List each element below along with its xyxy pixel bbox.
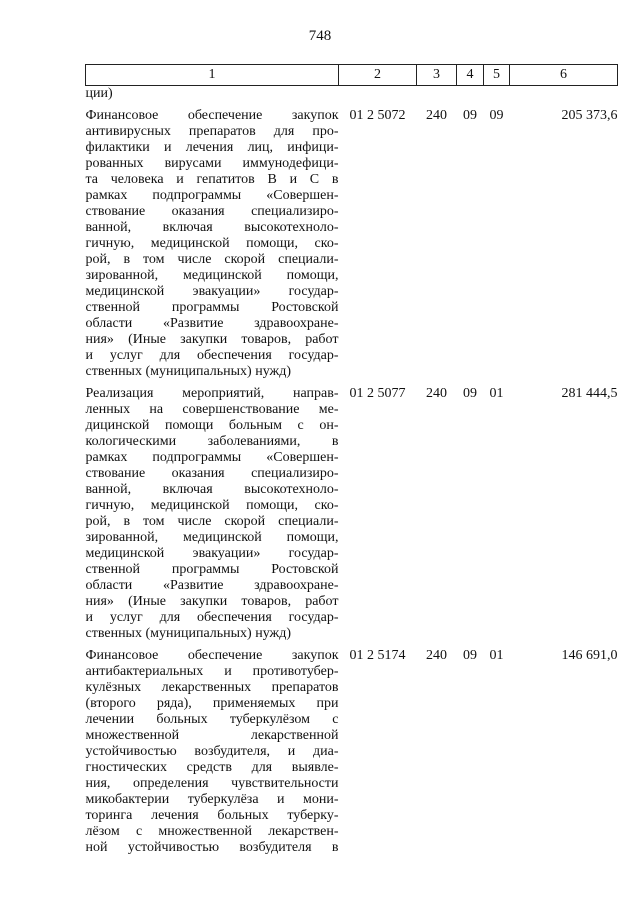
description-line: гностических средств для выявле- [85, 760, 339, 775]
description-line: рой, в том числе скорой специали- [85, 514, 339, 529]
description-line: ленных на совершенствование ме- [85, 402, 339, 417]
expense-type-code: 240 [426, 108, 447, 123]
description-line: и услуг для обеспечения государ- [85, 610, 339, 625]
amount-value: 281 444,5 [561, 386, 618, 401]
amount-value: 146 691,0 [561, 648, 618, 663]
description-line: ния» (Иные закупки товаров, работ [85, 332, 339, 347]
description-line: рой, в том числе скорой специали- [85, 252, 339, 267]
section-code [457, 86, 484, 103]
description-line: торинга лечения больных туберку- [85, 808, 339, 823]
budget-table [85, 64, 618, 856]
description-line: антибактериальных и противотубер- [85, 664, 339, 679]
description-line: области «Развитие здравоохране- [85, 578, 339, 593]
section-code: 09 [463, 108, 477, 123]
description-line: области «Развитие здравоохране- [85, 316, 339, 331]
column-header: 1 [86, 65, 339, 86]
expense-type-code: 240 [426, 386, 447, 401]
description-line: ции) [85, 86, 113, 101]
description-line: гичную, медицинской помощи, ско- [85, 498, 339, 513]
description-line: Финансовое обеспечение закупок [85, 648, 339, 663]
description-line: медицинской эвакуации» государ- [85, 546, 339, 561]
column-header: 2 [339, 65, 417, 86]
subsection-code [484, 86, 510, 103]
description-line: зированной, медицинской помощи, [85, 268, 339, 283]
description-line: кулёзных лекарственных препаратов [85, 680, 339, 695]
description-line: лечении больных туберкулёзом с [85, 712, 339, 727]
description-line: ственной программы Ростовской [85, 562, 339, 577]
description-line: (второго ряда), применяемых при [85, 696, 339, 711]
description-line: ственных (муниципальных) нужд) [85, 364, 291, 379]
description-line: лёзом с множественной лекарствен- [85, 824, 339, 839]
budget-code [339, 86, 417, 103]
description-line: ствование оказания специализиро- [85, 204, 339, 219]
description-line: гичную, медицинской помощи, ско- [85, 236, 339, 251]
row-description [86, 648, 339, 856]
description-line: и услуг для обеспечения государ- [85, 348, 339, 363]
description-line: ванной, включая высокотехноло- [85, 482, 339, 497]
description-line: ственной программы Ростовской [85, 300, 339, 315]
description-line: ной устойчивостью возбудителя в [85, 840, 339, 855]
description-line: микобактерии туберкулёза и мони- [85, 792, 339, 807]
budget-code: 01 2 5174 [349, 648, 406, 663]
description-line: Реализация мероприятий, направ- [85, 386, 339, 401]
row-description [86, 86, 339, 103]
amount-value [510, 86, 618, 103]
description-line: ствование оказания специализиро- [85, 466, 339, 481]
subsection-code: 09 [489, 108, 504, 123]
expense-type-code [417, 86, 457, 103]
description-line: зированной, медицинской помощи, [85, 530, 339, 545]
description-line: Финансовое обеспечение закупок [85, 108, 339, 123]
description-line: медицинской эвакуации» государ- [85, 284, 339, 299]
description-line: рованных вирусами иммунодефици- [85, 156, 339, 171]
amount-value: 205 373,6 [561, 108, 618, 123]
description-line: та человека и гепатитов В и С в [85, 172, 339, 187]
column-header: 6 [510, 65, 618, 86]
description-line: ственных (муниципальных) нужд) [85, 626, 291, 641]
table-row [86, 86, 618, 103]
description-line: кологическими заболеваниями, в [85, 434, 339, 449]
section-code: 09 [463, 648, 477, 663]
description-line: филактики и лечения лиц, инфици- [85, 140, 339, 155]
table-row [86, 386, 618, 642]
description-line: ванной, включая высокотехноло- [85, 220, 339, 235]
expense-type-code: 240 [426, 648, 447, 663]
table-header-row [86, 65, 618, 86]
column-header: 4 [457, 65, 484, 86]
column-header: 5 [484, 65, 510, 86]
table-row [86, 108, 618, 380]
subsection-code: 01 [489, 648, 504, 663]
subsection-code: 01 [489, 386, 504, 401]
budget-code: 01 2 5077 [349, 386, 406, 401]
description-line: рамках подпрограммы «Совершен- [85, 188, 339, 203]
section-code: 09 [463, 386, 477, 401]
description-line: множественной лекарственной [85, 728, 339, 743]
row-description [86, 386, 339, 642]
description-line: ния» (Иные закупки товаров, работ [85, 594, 339, 609]
row-description [86, 108, 339, 380]
budget-code: 01 2 5072 [349, 108, 406, 123]
description-line: ния, определения чувствительности [85, 776, 339, 791]
description-line: дицинской помощи больным с он- [85, 418, 339, 433]
description-line: антивирусных препаратов для про- [85, 124, 339, 139]
table-row [86, 648, 618, 856]
column-header: 3 [417, 65, 457, 86]
page-number: 748 [308, 28, 332, 44]
description-line: рамках подпрограммы «Совершен- [85, 450, 339, 465]
description-line: устойчивостью возбудителя, и диа- [85, 744, 339, 759]
